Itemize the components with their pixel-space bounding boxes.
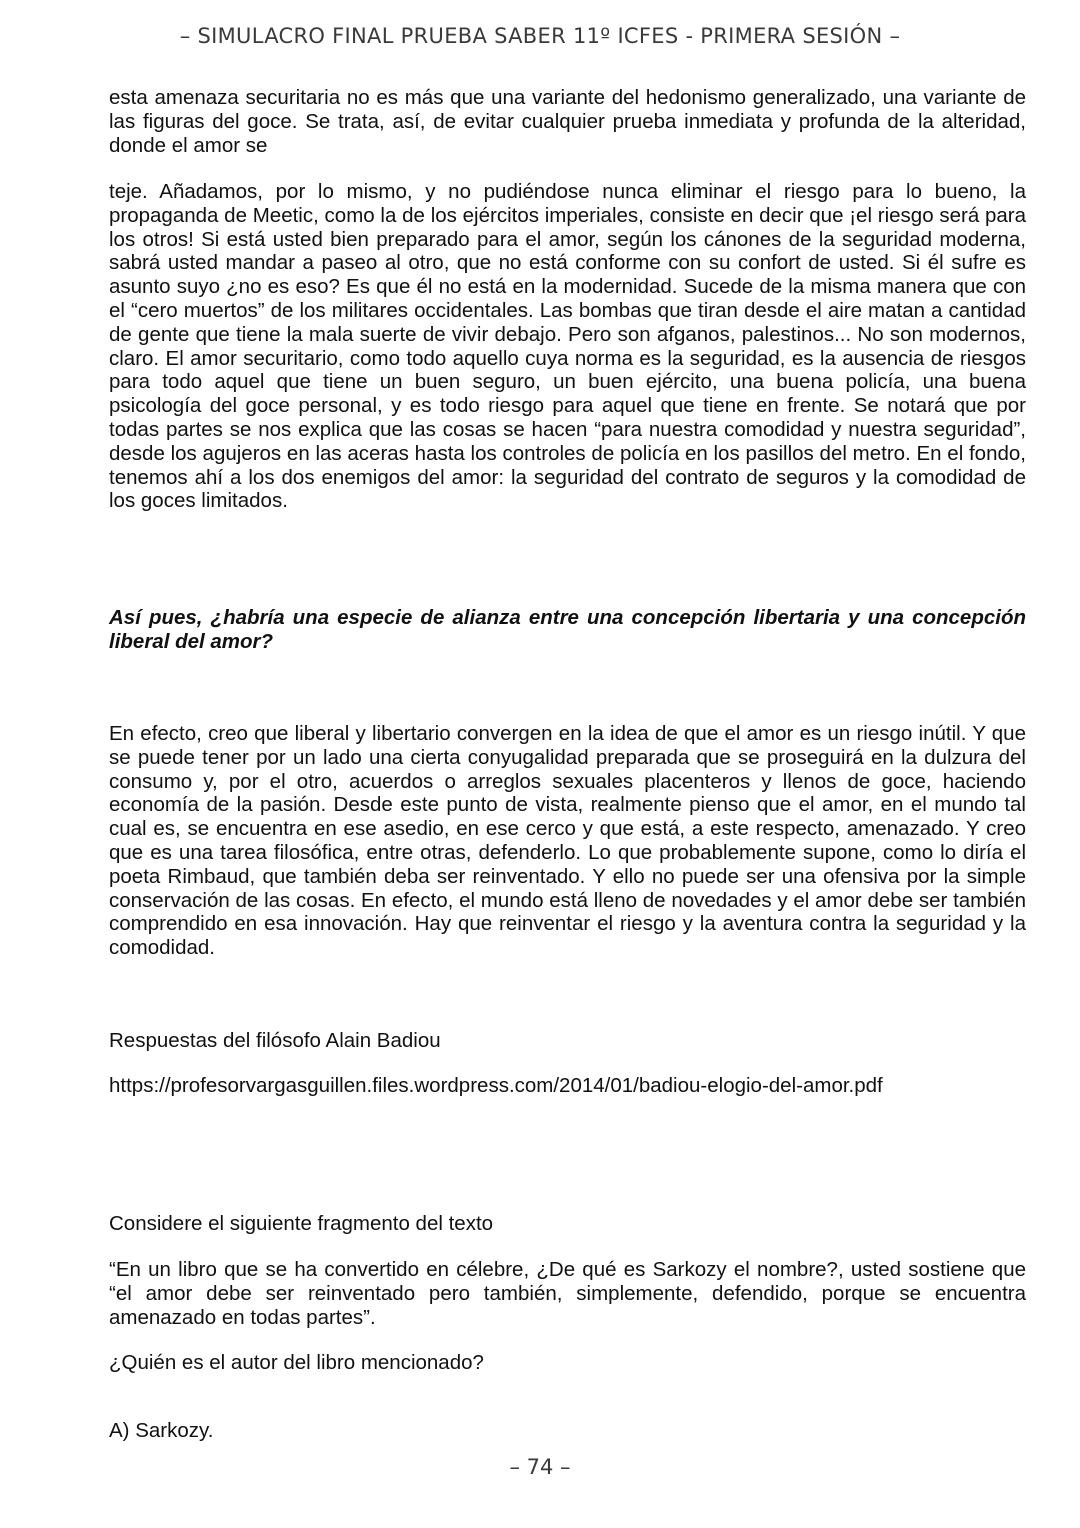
item-question: ¿Quién es el autor del libro mencionado? (109, 1351, 484, 1374)
item-fragment: “En un libro que se ha convertido en célebre, ¿De qué es Sarkozy el nombre?, usted sostiene que “el amor debe ser reinventado pero también, simplemente, defendido, porque se encuentra amenazado en todas partes”. (109, 1258, 1026, 1329)
page-number: – 74 – (509, 1455, 571, 1479)
page-header: – SIMULACRO FINAL PRUEBA SABER 11º ICFES - PRIMERA SESIÓN – (179, 24, 901, 48)
paragraph-answer: En efecto, creo que liberal y libertario convergen en la idea de que el amor es un riesgo inútil. Y que se puede tener por un lado una cierta conyugalidad preparada que se proseguirá en la dulzura del consumo y, por el otro, acuerdos o arreglos sexuales placenteros y llenos de goce, haciendo economía de la pasión. Desde este punto de vista, realmente pienso que el amor, en el mundo tal cual es, se encuentra en ese asedio, en ese cerco y que está, a este respecto, amenazado. Y creo que es una tarea filosófica, entre otras, defenderlo. Lo que probablemente supone, como lo diría el poeta Rimbaud, que también deba ser reinventado. Y ello no puede ser una ofensiva por la simple conservación de las cosas. En efecto, el mundo está lleno de novedades y el amor debe ser también comprendido en esa innovación. Hay que reinventar el riesgo y la aventura contra la seguridad y la comodidad. (109, 722, 1026, 960)
source-url: https://profesorvargasguillen.files.wordpress.com/2014/01/badiou-elogio-del-amor.pdf (109, 1074, 883, 1097)
source-author: Respuestas del filósofo Alain Badiou (109, 1029, 441, 1052)
interview-question: Así pues, ¿habría una especie de alianza entre una concepción libertaria y una concepción liberal del amor? (109, 606, 1026, 653)
paragraph-continuation: esta amenaza securitaria no es más que una variante del hedonismo generalizado, una variante de las figuras del goce. Se trata, así, de evitar cualquier prueba inmediata y profunda de la alteridad, donde el amor se (109, 86, 1026, 157)
paragraph-security-love: teje. Añadamos, por lo mismo, y no pudiéndose nunca eliminar el riesgo para lo bueno, la propaganda de Meetic, como la de los ejércitos imperiales, consiste en decir que ¡el riesgo será para los otros! Si está usted bien preparado para el amor, según los cánones de la seguridad moderna, sabrá usted mandar a paseo al otro, que no está conforme con su confort de usted. Si él sufre es asunto suyo ¿no es eso? Es que él no está en la modernidad. Sucede de la misma manera que con el “cero muertos” de los militares occidentales. Las bombas que tiran desde el aire matan a cantidad de gente que tiene la mala suerte de vivir debajo. Pero son afganos, palestinos... No son modernos, claro. El amor securitario, como todo aquello cuya norma es la seguridad, es la ausencia de riesgos para todo aquel que tiene un buen seguro, un buen ejército, una buena policía, una buena psicología del goce personal, y es todo riesgo para aquel que tiene en frente. Se notará que por todas partes se nos explica que las cosas se hacen “para nuestra comodidad y nuestra seguridad”, desde los agujeros en las aceras hasta los controles de policía en los pasillos del metro. En el fondo, tenemos ahí a los dos enemigos del amor: la seguridad del contrato de seguros y la comodidad de los goces limitados. (109, 180, 1026, 513)
answer-option-a: A) Sarkozy. (109, 1419, 214, 1442)
item-instruction: Considere el siguiente fragmento del texto (109, 1212, 494, 1235)
